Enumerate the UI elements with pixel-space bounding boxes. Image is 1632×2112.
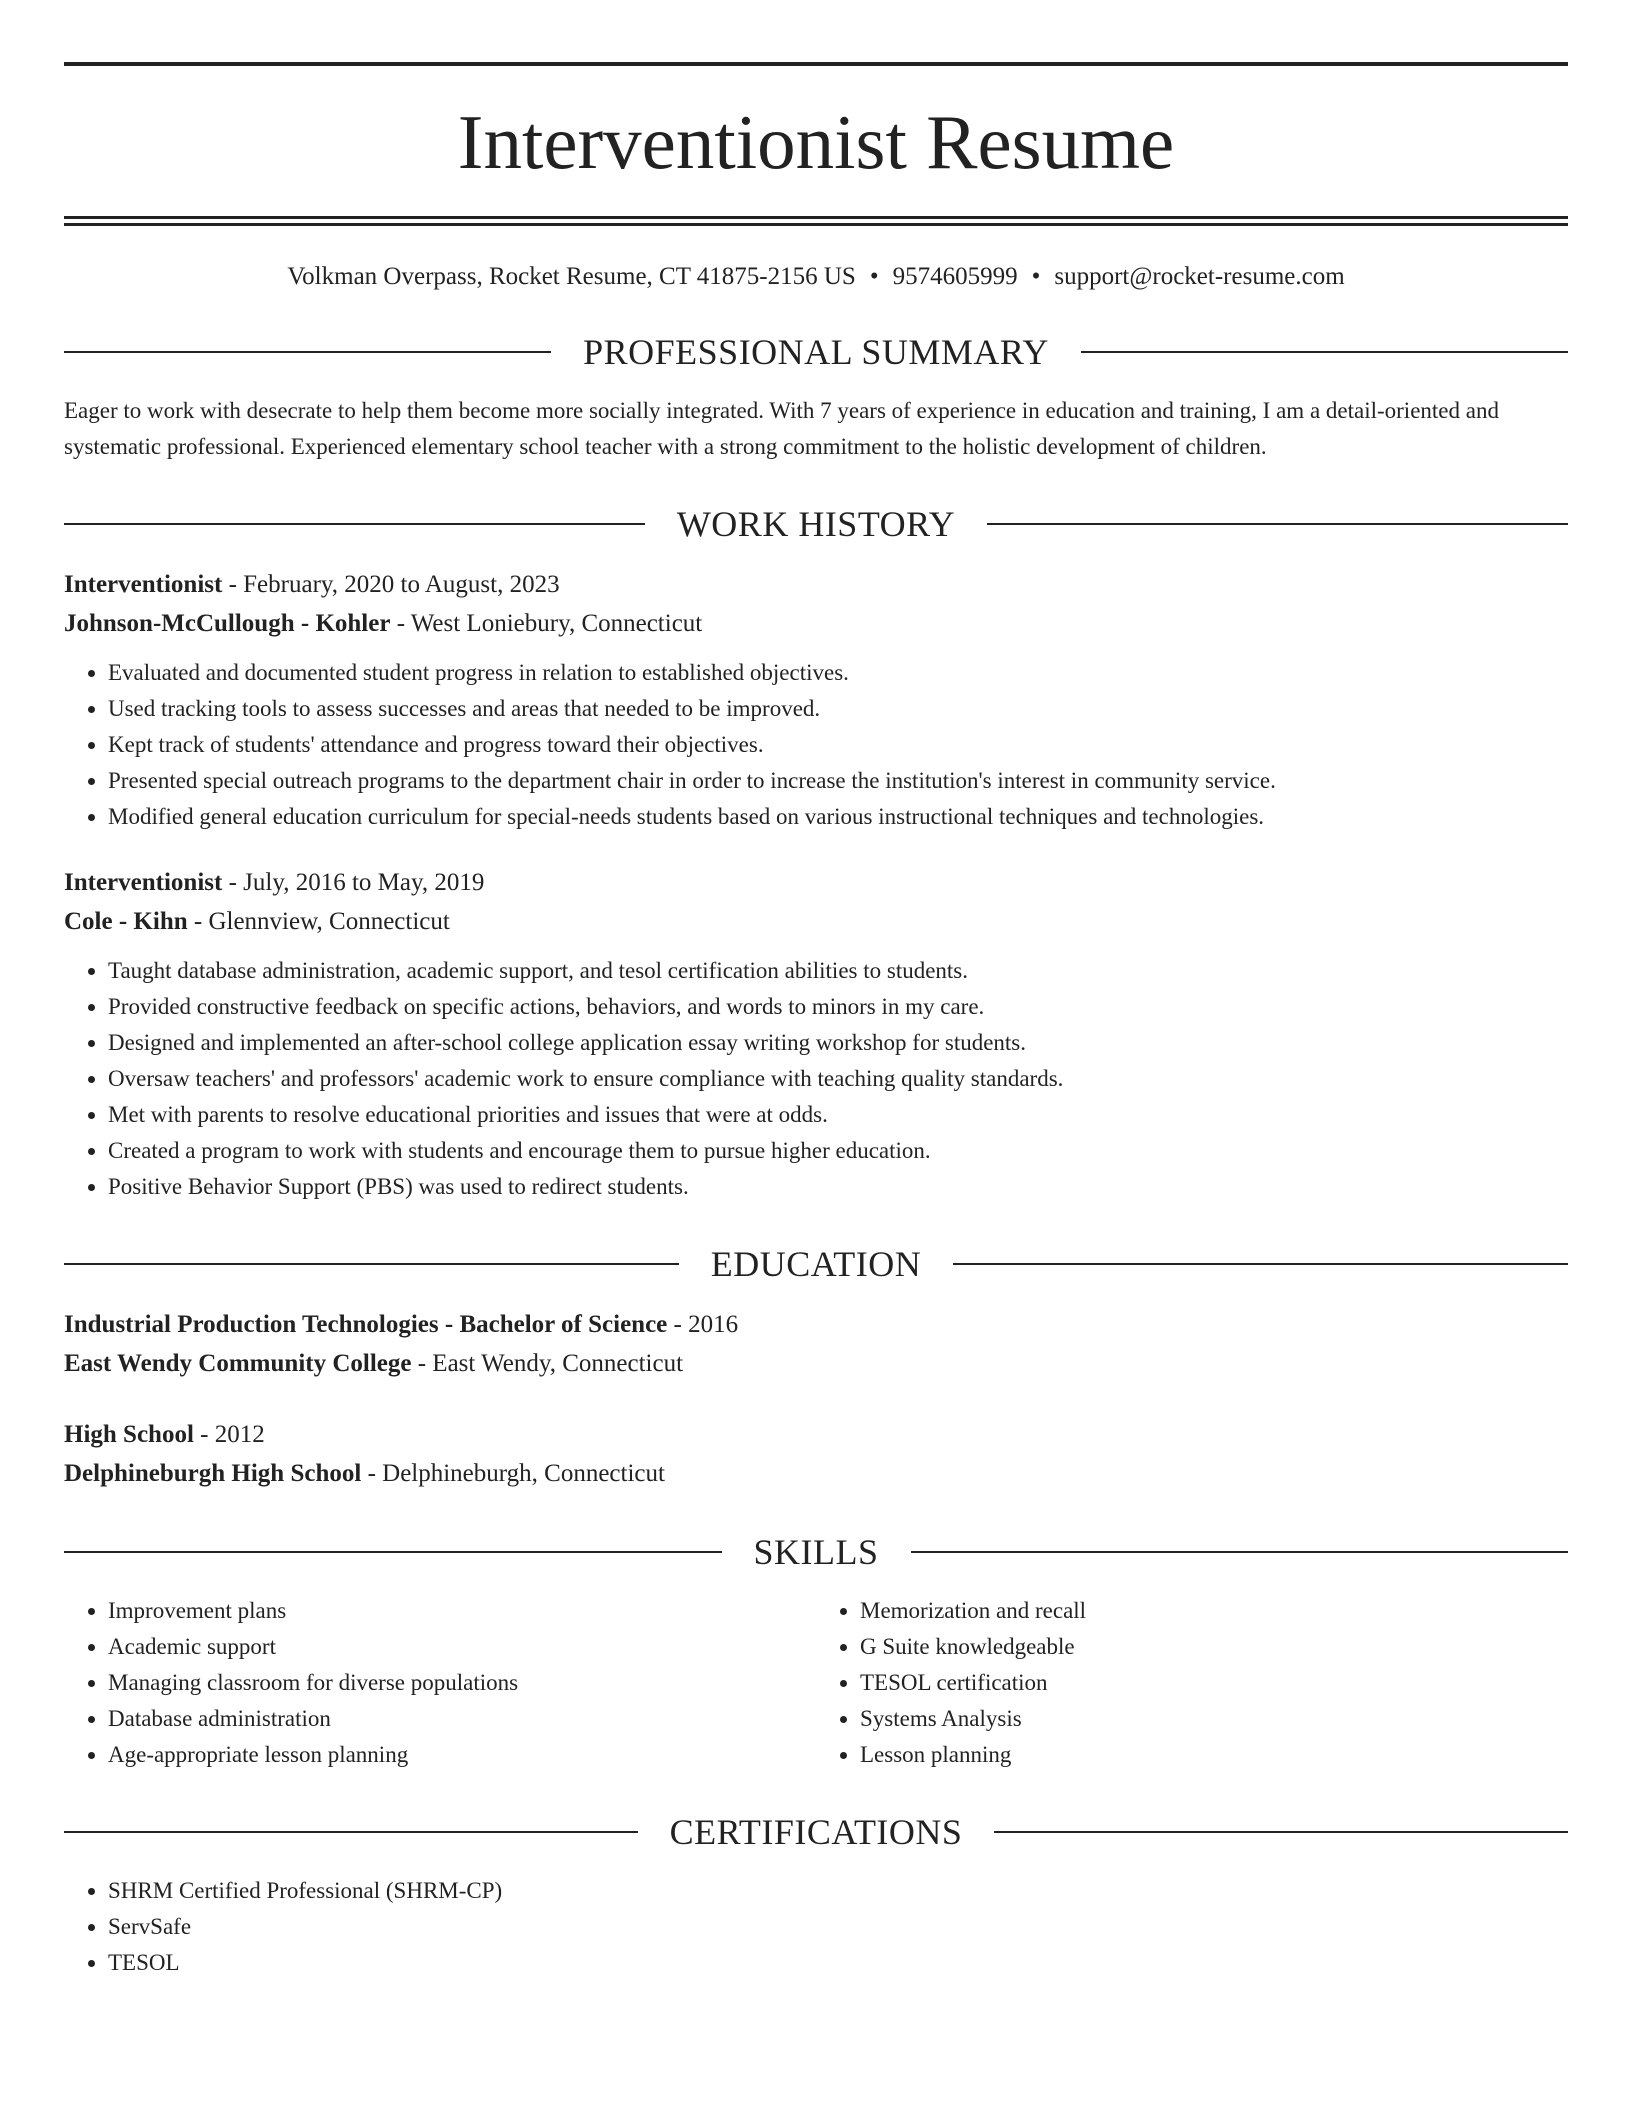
education-entry — [64, 1415, 1568, 1493]
certifications-list — [64, 1873, 1568, 1981]
skills-list-right — [816, 1593, 1568, 1773]
list-item: • Used tracking tools to assess successes and areas that needed to be improved. — [108, 691, 1568, 727]
section-header-summary — [64, 331, 1568, 373]
list-item: • G Suite knowledgeable — [860, 1629, 1568, 1665]
list-item: • TESOL certification — [860, 1665, 1568, 1701]
education-year: - 2016 — [667, 1311, 739, 1338]
skills-list-left — [64, 1593, 816, 1773]
contact-address: Volkman Overpass, Rocket Resume, CT 41875-2156 US — [287, 263, 856, 290]
education-year: - 2012 — [193, 1421, 265, 1448]
top-rule — [64, 62, 1568, 66]
section-header-skills — [64, 1531, 1568, 1573]
contact-separator: • — [869, 263, 879, 290]
job-company: Cole - Kihn — [64, 908, 188, 935]
resume-title: Interventionist Resume — [457, 99, 1175, 185]
education-school: Delphineburgh High School — [64, 1460, 362, 1487]
contact-email: support@rocket-resume.com — [1054, 263, 1345, 290]
list-item: • Lesson planning — [860, 1737, 1568, 1773]
section-rule — [64, 1551, 722, 1553]
section-title-summary: PROFESSIONAL SUMMARY — [583, 332, 1049, 372]
education-school-line — [64, 1454, 1568, 1493]
section-rule — [1081, 351, 1568, 353]
list-item: • Designed and implemented an after-school college application essay writing workshop for students. — [108, 1025, 1568, 1061]
section-rule — [987, 523, 1568, 525]
education-degree-line — [64, 1305, 1568, 1344]
section-header-work-history — [64, 503, 1568, 545]
job-entry — [64, 565, 1568, 835]
job-location: - West Loniebury, Connecticut — [390, 610, 703, 637]
education-location: - Delphineburgh, Connecticut — [361, 1460, 665, 1487]
list-item: • Met with parents to resolve educational priorities and issues that were at odds. — [108, 1097, 1568, 1133]
list-item: • Positive Behavior Support (PBS) was used to redirect students. — [108, 1169, 1568, 1205]
education-degree: High School — [64, 1421, 194, 1448]
section-header-certifications — [64, 1811, 1568, 1853]
education-degree-line — [64, 1415, 1568, 1454]
section-title-certifications: CERTIFICATIONS — [669, 1812, 963, 1852]
job-title: Interventionist — [64, 571, 223, 598]
section-rule — [953, 1263, 1568, 1265]
section-rule — [911, 1551, 1569, 1553]
list-item: • Age-appropriate lesson planning — [108, 1737, 816, 1773]
job-bullets — [64, 953, 1568, 1205]
list-item: • Systems Analysis — [860, 1701, 1568, 1737]
job-dates: - July, 2016 to May, 2019 — [222, 869, 485, 896]
skills-columns — [64, 1593, 1568, 1773]
list-item: • Oversaw teachers' and professors' academic work to ensure compliance with teaching quality standards. — [108, 1061, 1568, 1097]
list-item: • Managing classroom for diverse populations — [108, 1665, 816, 1701]
list-item: • Provided constructive feedback on specific actions, behaviors, and words to minors in my care. — [108, 989, 1568, 1025]
contact-phone: 9574605999 — [892, 263, 1018, 290]
title-double-rule — [64, 216, 1568, 226]
list-item: • ServSafe — [108, 1909, 1568, 1945]
list-item: • Taught database administration, academic support, and tesol certification abilities to students. — [108, 953, 1568, 989]
education-location: - East Wendy, Connecticut — [411, 1350, 684, 1377]
list-item: • Academic support — [108, 1629, 816, 1665]
list-item: • Evaluated and documented student progress in relation to established objectives. — [108, 655, 1568, 691]
list-item: • Database administration — [108, 1701, 816, 1737]
job-dates: - February, 2020 to August, 2023 — [222, 571, 560, 598]
section-title-skills: SKILLS — [753, 1532, 879, 1572]
education-degree: Industrial Production Technologies - Bachelor of Science — [64, 1311, 668, 1338]
list-item: • Modified general education curriculum for special-needs students based on various instructional techniques and technologies. — [108, 799, 1568, 835]
job-location: - Glennview, Connecticut — [187, 908, 450, 935]
section-title-work-history: WORK HISTORY — [676, 504, 956, 544]
job-title-line — [64, 863, 1568, 902]
job-bullets — [64, 655, 1568, 835]
job-company-line — [64, 902, 1568, 941]
section-rule — [994, 1831, 1568, 1833]
section-rule — [64, 523, 645, 525]
section-header-education — [64, 1243, 1568, 1285]
list-item: • Presented special outreach programs to the department chair in order to increase the institution's interest in community service. — [108, 763, 1568, 799]
job-title-line — [64, 565, 1568, 604]
list-item: • Improvement plans — [108, 1593, 816, 1629]
job-entry — [64, 863, 1568, 1205]
list-item: • TESOL — [108, 1945, 1568, 1981]
education-entry — [64, 1305, 1568, 1383]
section-title-education: EDUCATION — [710, 1244, 922, 1284]
summary-text: Eager to work with desecrate to help them become more socially integrated. With 7 years of experience in education and training, I am a detail-oriented and systematic professional. Experienced elementary school teacher with a strong commitment to the holistic development of children. — [64, 398, 1499, 459]
education-school-line — [64, 1344, 1568, 1383]
job-company: Johnson-McCullough - Kohler — [64, 610, 391, 637]
contact-info — [64, 261, 1568, 293]
section-rule — [64, 1263, 679, 1265]
job-title: Interventionist — [64, 869, 223, 896]
list-item: • SHRM Certified Professional (SHRM-CP) — [108, 1873, 1568, 1909]
section-rule — [64, 1831, 638, 1833]
education-school: East Wendy Community College — [64, 1350, 412, 1377]
list-item: • Memorization and recall — [860, 1593, 1568, 1629]
section-rule — [64, 351, 551, 353]
contact-separator: • — [1031, 263, 1041, 290]
list-item: • Kept track of students' attendance and progress toward their objectives. — [108, 727, 1568, 763]
list-item: • Created a program to work with students and encourage them to pursue higher education. — [108, 1133, 1568, 1169]
job-company-line — [64, 604, 1568, 643]
